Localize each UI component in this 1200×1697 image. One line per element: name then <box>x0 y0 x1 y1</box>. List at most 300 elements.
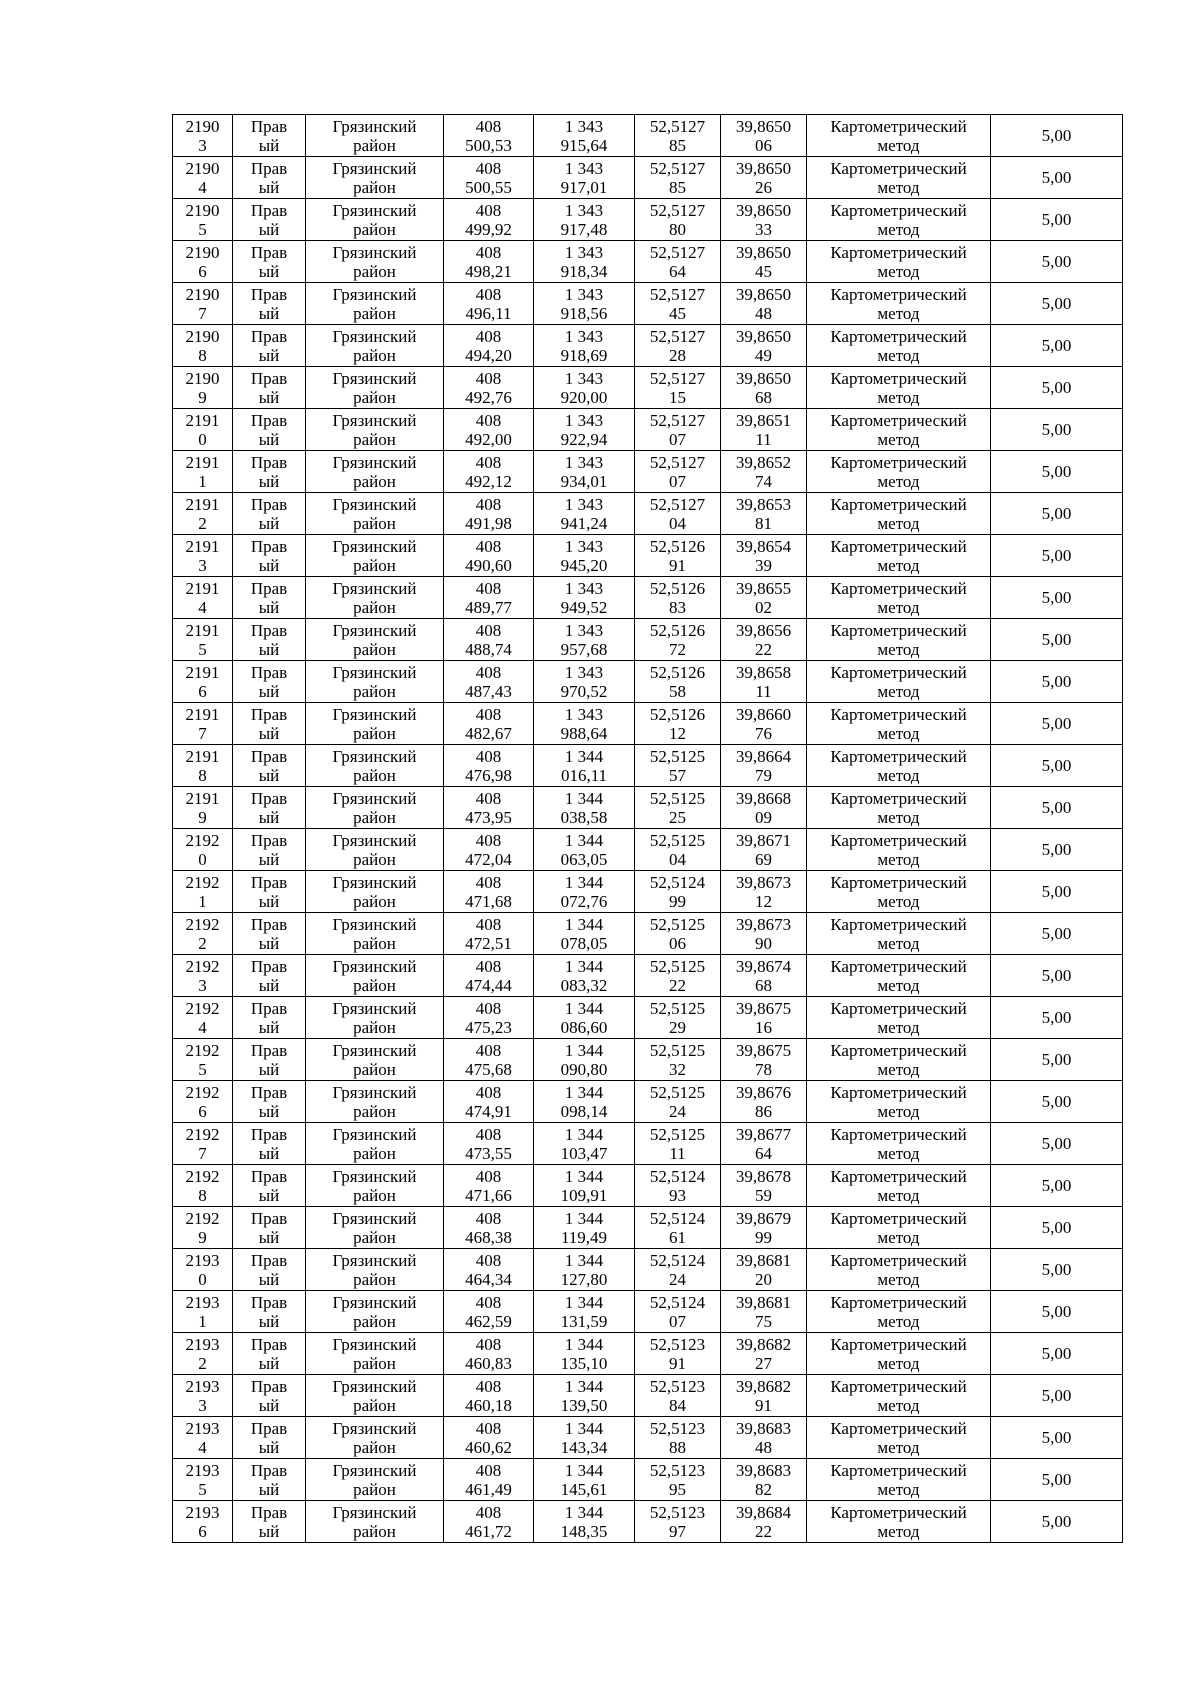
point-number-cell <box>173 1249 233 1291</box>
longitude-cell <box>721 1333 807 1375</box>
method-cell <box>807 1039 991 1081</box>
side-cell-text: Прав ый <box>250 494 288 533</box>
district-cell <box>306 1375 444 1417</box>
latitude-cell-text: 52,5127 07 <box>649 452 706 491</box>
longitude-cell-text: 39,8653 81 <box>735 494 792 533</box>
district-cell <box>306 409 444 451</box>
y-coordinate-cell <box>534 829 635 871</box>
x-coordinate-cell <box>444 1459 534 1501</box>
longitude-cell-text: 39,8650 45 <box>735 242 792 281</box>
y-coordinate-cell-text: 1 344 063,05 <box>560 830 608 869</box>
district-cell-text: Грязинский район <box>332 704 417 743</box>
method-cell <box>807 1459 991 1501</box>
district-cell <box>306 955 444 997</box>
x-coordinate-cell <box>444 1207 534 1249</box>
method-cell-text: Картометрический метод <box>830 704 967 743</box>
y-coordinate-cell-text: 1 343 915,64 <box>560 116 608 155</box>
x-coordinate-cell-text: 408 487,43 <box>465 662 512 701</box>
point-number-cell-text: 2190 5 <box>185 200 220 239</box>
x-coordinate-cell <box>444 241 534 283</box>
longitude-cell-text: 39,8681 20 <box>735 1250 792 1289</box>
side-cell-text: Прав ый <box>250 284 288 323</box>
x-coordinate-cell-text: 408 474,91 <box>465 1082 512 1121</box>
accuracy-cell <box>991 1039 1123 1081</box>
district-cell-text: Грязинский район <box>332 1082 417 1121</box>
x-coordinate-cell <box>444 703 534 745</box>
latitude-cell <box>635 1291 721 1333</box>
side-cell <box>233 829 306 871</box>
side-cell-text: Прав ый <box>250 200 288 239</box>
x-coordinate-cell <box>444 199 534 241</box>
x-coordinate-cell <box>444 1123 534 1165</box>
longitude-cell-text: 39,8658 11 <box>735 662 792 701</box>
side-cell-text: Прав ый <box>250 1040 288 1079</box>
side-cell <box>233 913 306 955</box>
latitude-cell <box>635 745 721 787</box>
side-cell-text: Прав ый <box>250 1250 288 1289</box>
point-number-cell-text: 2191 3 <box>185 536 220 575</box>
longitude-cell <box>721 1375 807 1417</box>
district-cell <box>306 367 444 409</box>
y-coordinate-cell-text: 1 344 038,58 <box>560 788 608 827</box>
latitude-cell-text: 52,5125 22 <box>649 956 706 995</box>
longitude-cell-text: 39,8654 39 <box>735 536 792 575</box>
point-number-cell <box>173 1459 233 1501</box>
y-coordinate-cell-text: 1 343 934,01 <box>560 452 608 491</box>
latitude-cell <box>635 661 721 703</box>
point-number-cell <box>173 1375 233 1417</box>
district-cell-text: Грязинский район <box>332 452 417 491</box>
accuracy-cell-text: 5,00 <box>1041 546 1072 565</box>
longitude-cell <box>721 1417 807 1459</box>
side-cell-text: Прав ый <box>250 1208 288 1247</box>
latitude-cell-text: 52,5124 24 <box>649 1250 706 1289</box>
longitude-cell-text: 39,8650 68 <box>735 368 792 407</box>
side-cell <box>233 1291 306 1333</box>
side-cell <box>233 535 306 577</box>
side-cell <box>233 1081 306 1123</box>
method-cell-text: Картометрический метод <box>830 1250 967 1289</box>
longitude-cell-text: 39,8655 02 <box>735 578 792 617</box>
y-coordinate-cell-text: 1 343 918,56 <box>560 284 608 323</box>
side-cell <box>233 1123 306 1165</box>
x-coordinate-cell <box>444 283 534 325</box>
longitude-cell-text: 39,8673 90 <box>735 914 792 953</box>
method-cell-text: Картометрический метод <box>830 998 967 1037</box>
latitude-cell-text: 52,5125 06 <box>649 914 706 953</box>
method-cell <box>807 829 991 871</box>
longitude-cell <box>721 241 807 283</box>
point-number-cell-text: 2190 4 <box>185 158 220 197</box>
x-coordinate-cell <box>444 535 534 577</box>
latitude-cell-text: 52,5127 07 <box>649 410 706 449</box>
y-coordinate-cell-text: 1 344 103,47 <box>560 1124 608 1163</box>
method-cell-text: Картометрический метод <box>830 914 967 953</box>
accuracy-cell <box>991 661 1123 703</box>
side-cell <box>233 997 306 1039</box>
accuracy-cell <box>991 115 1123 157</box>
side-cell <box>233 703 306 745</box>
latitude-cell-text: 52,5127 04 <box>649 494 706 533</box>
x-coordinate-cell <box>444 1291 534 1333</box>
district-cell <box>306 283 444 325</box>
district-cell-text: Грязинский район <box>332 1040 417 1079</box>
x-coordinate-cell-text: 408 492,00 <box>465 410 512 449</box>
longitude-cell-text: 39,8683 82 <box>735 1460 792 1499</box>
district-cell <box>306 787 444 829</box>
longitude-cell <box>721 283 807 325</box>
side-cell <box>233 1501 306 1543</box>
y-coordinate-cell <box>534 535 635 577</box>
latitude-cell-text: 52,5127 80 <box>649 200 706 239</box>
side-cell <box>233 367 306 409</box>
x-coordinate-cell-text: 408 490,60 <box>465 536 512 575</box>
district-cell <box>306 115 444 157</box>
method-cell <box>807 871 991 913</box>
table-row <box>173 577 1123 619</box>
accuracy-cell-text: 5,00 <box>1041 672 1072 691</box>
district-cell-text: Грязинский район <box>332 368 417 407</box>
point-number-cell-text: 2190 7 <box>185 284 220 323</box>
accuracy-cell <box>991 1291 1123 1333</box>
x-coordinate-cell-text: 408 498,21 <box>465 242 512 281</box>
point-number-cell <box>173 199 233 241</box>
latitude-cell-text: 52,5126 91 <box>649 536 706 575</box>
latitude-cell <box>635 1123 721 1165</box>
y-coordinate-cell <box>534 325 635 367</box>
point-number-cell <box>173 661 233 703</box>
accuracy-cell-text: 5,00 <box>1041 126 1072 145</box>
point-number-cell-text: 2191 9 <box>185 788 220 827</box>
table-row <box>173 1207 1123 1249</box>
method-cell-text: Картометрический метод <box>830 1376 967 1415</box>
district-cell-text: Грязинский район <box>332 1292 417 1331</box>
accuracy-cell <box>991 1333 1123 1375</box>
y-coordinate-cell-text: 1 344 109,91 <box>560 1166 608 1205</box>
accuracy-cell <box>991 787 1123 829</box>
y-coordinate-cell <box>534 367 635 409</box>
side-cell <box>233 283 306 325</box>
accuracy-cell-text: 5,00 <box>1041 1344 1072 1363</box>
point-number-cell-text: 2193 2 <box>185 1334 220 1373</box>
accuracy-cell-text: 5,00 <box>1041 504 1072 523</box>
method-cell-text: Картометрический метод <box>830 1208 967 1247</box>
accuracy-cell-text: 5,00 <box>1041 1218 1072 1237</box>
longitude-cell <box>721 199 807 241</box>
side-cell-text: Прав ый <box>250 1502 288 1541</box>
latitude-cell-text: 52,5125 32 <box>649 1040 706 1079</box>
accuracy-cell-text: 5,00 <box>1041 1302 1072 1321</box>
x-coordinate-cell-text: 408 464,34 <box>465 1250 512 1289</box>
side-cell-text: Прав ый <box>250 368 288 407</box>
point-number-cell-text: 2190 3 <box>185 116 220 155</box>
method-cell-text: Картометрический метод <box>830 1124 967 1163</box>
point-number-cell <box>173 577 233 619</box>
accuracy-cell <box>991 619 1123 661</box>
latitude-cell-text: 52,5126 83 <box>649 578 706 617</box>
district-cell <box>306 1165 444 1207</box>
longitude-cell-text: 39,8651 11 <box>735 410 792 449</box>
table-row <box>173 1249 1123 1291</box>
side-cell-text: Прав ый <box>250 788 288 827</box>
latitude-cell <box>635 1207 721 1249</box>
method-cell-text: Картометрический метод <box>830 452 967 491</box>
x-coordinate-cell-text: 408 472,04 <box>465 830 512 869</box>
method-cell-text: Картометрический метод <box>830 1502 967 1541</box>
accuracy-cell-text: 5,00 <box>1041 1176 1072 1195</box>
x-coordinate-cell <box>444 787 534 829</box>
district-cell-text: Грязинский район <box>332 1376 417 1415</box>
longitude-cell-text: 39,8674 68 <box>735 956 792 995</box>
district-cell <box>306 1081 444 1123</box>
district-cell <box>306 913 444 955</box>
longitude-cell-text: 39,8681 75 <box>735 1292 792 1331</box>
y-coordinate-cell-text: 1 343 957,68 <box>560 620 608 659</box>
x-coordinate-cell-text: 408 499,92 <box>465 200 512 239</box>
side-cell-text: Прав ый <box>250 1082 288 1121</box>
longitude-cell-text: 39,8675 78 <box>735 1040 792 1079</box>
longitude-cell <box>721 745 807 787</box>
method-cell-text: Картометрический метод <box>830 116 967 155</box>
side-cell-text: Прав ый <box>250 242 288 281</box>
point-number-cell <box>173 997 233 1039</box>
longitude-cell <box>721 787 807 829</box>
y-coordinate-cell <box>534 1165 635 1207</box>
x-coordinate-cell-text: 408 460,62 <box>465 1418 512 1457</box>
longitude-cell-text: 39,8678 59 <box>735 1166 792 1205</box>
point-number-cell-text: 2191 2 <box>185 494 220 533</box>
method-cell <box>807 1417 991 1459</box>
y-coordinate-cell-text: 1 343 920,00 <box>560 368 608 407</box>
latitude-cell-text: 52,5125 24 <box>649 1082 706 1121</box>
accuracy-cell-text: 5,00 <box>1041 714 1072 733</box>
y-coordinate-cell-text: 1 344 072,76 <box>560 872 608 911</box>
side-cell-text: Прав ый <box>250 956 288 995</box>
longitude-cell-text: 39,8650 26 <box>735 158 792 197</box>
district-cell <box>306 1291 444 1333</box>
longitude-cell <box>721 535 807 577</box>
latitude-cell-text: 52,5123 95 <box>649 1460 706 1499</box>
longitude-cell <box>721 1039 807 1081</box>
x-coordinate-cell <box>444 661 534 703</box>
y-coordinate-cell-text: 1 344 083,32 <box>560 956 608 995</box>
latitude-cell <box>635 157 721 199</box>
side-cell <box>233 199 306 241</box>
longitude-cell-text: 39,8660 76 <box>735 704 792 743</box>
longitude-cell-text: 39,8650 48 <box>735 284 792 323</box>
district-cell-text: Грязинский район <box>332 1208 417 1247</box>
latitude-cell <box>635 871 721 913</box>
x-coordinate-cell <box>444 577 534 619</box>
method-cell <box>807 325 991 367</box>
district-cell <box>306 1459 444 1501</box>
district-cell <box>306 1123 444 1165</box>
longitude-cell-text: 39,8677 64 <box>735 1124 792 1163</box>
latitude-cell <box>635 367 721 409</box>
x-coordinate-cell <box>444 451 534 493</box>
accuracy-cell-text: 5,00 <box>1041 924 1072 943</box>
point-number-cell-text: 2192 6 <box>185 1082 220 1121</box>
point-number-cell <box>173 367 233 409</box>
y-coordinate-cell-text: 1 344 131,59 <box>560 1292 608 1331</box>
district-cell-text: Грязинский район <box>332 620 417 659</box>
table-row <box>173 493 1123 535</box>
x-coordinate-cell-text: 408 496,11 <box>465 284 512 323</box>
y-coordinate-cell-text: 1 344 148,35 <box>560 1502 608 1541</box>
point-number-cell-text: 2191 5 <box>185 620 220 659</box>
table-row <box>173 871 1123 913</box>
y-coordinate-cell <box>534 241 635 283</box>
table-row <box>173 1123 1123 1165</box>
method-cell <box>807 703 991 745</box>
latitude-cell-text: 52,5127 85 <box>649 116 706 155</box>
method-cell <box>807 1123 991 1165</box>
y-coordinate-cell <box>534 703 635 745</box>
latitude-cell <box>635 115 721 157</box>
accuracy-cell <box>991 493 1123 535</box>
method-cell-text: Картометрический метод <box>830 830 967 869</box>
district-cell-text: Грязинский район <box>332 788 417 827</box>
accuracy-cell-text: 5,00 <box>1041 1092 1072 1111</box>
x-coordinate-cell-text: 408 461,72 <box>465 1502 512 1541</box>
accuracy-cell-text: 5,00 <box>1041 336 1072 355</box>
x-coordinate-cell-text: 408 491,98 <box>465 494 512 533</box>
longitude-cell-text: 39,8675 16 <box>735 998 792 1037</box>
x-coordinate-cell <box>444 619 534 661</box>
point-number-cell-text: 2190 6 <box>185 242 220 281</box>
side-cell <box>233 115 306 157</box>
y-coordinate-cell <box>534 1207 635 1249</box>
method-cell <box>807 493 991 535</box>
method-cell-text: Картометрический метод <box>830 536 967 575</box>
accuracy-cell-text: 5,00 <box>1041 378 1072 397</box>
accuracy-cell-text: 5,00 <box>1041 420 1072 439</box>
latitude-cell-text: 52,5124 99 <box>649 872 706 911</box>
longitude-cell <box>721 619 807 661</box>
accuracy-cell-text: 5,00 <box>1041 1428 1072 1447</box>
accuracy-cell-text: 5,00 <box>1041 294 1072 313</box>
longitude-cell-text: 39,8664 79 <box>735 746 792 785</box>
x-coordinate-cell <box>444 1501 534 1543</box>
x-coordinate-cell-text: 408 489,77 <box>465 578 512 617</box>
method-cell-text: Картометрический метод <box>830 494 967 533</box>
district-cell-text: Грязинский район <box>332 746 417 785</box>
latitude-cell <box>635 829 721 871</box>
y-coordinate-cell <box>534 787 635 829</box>
table-row <box>173 955 1123 997</box>
x-coordinate-cell <box>444 1081 534 1123</box>
x-coordinate-cell <box>444 115 534 157</box>
district-cell-text: Грязинский район <box>332 200 417 239</box>
table-row <box>173 619 1123 661</box>
accuracy-cell <box>991 1123 1123 1165</box>
longitude-cell-text: 39,8682 27 <box>735 1334 792 1373</box>
latitude-cell <box>635 619 721 661</box>
accuracy-cell-text: 5,00 <box>1041 1134 1072 1153</box>
y-coordinate-cell-text: 1 344 127,80 <box>560 1250 608 1289</box>
x-coordinate-cell-text: 408 492,12 <box>465 452 512 491</box>
latitude-cell-text: 52,5125 04 <box>649 830 706 869</box>
accuracy-cell-text: 5,00 <box>1041 630 1072 649</box>
latitude-cell <box>635 199 721 241</box>
district-cell <box>306 493 444 535</box>
accuracy-cell <box>991 871 1123 913</box>
method-cell <box>807 913 991 955</box>
table-row <box>173 367 1123 409</box>
district-cell <box>306 1207 444 1249</box>
latitude-cell <box>635 535 721 577</box>
accuracy-cell-text: 5,00 <box>1041 1386 1072 1405</box>
x-coordinate-cell <box>444 1417 534 1459</box>
point-number-cell <box>173 325 233 367</box>
side-cell <box>233 241 306 283</box>
method-cell-text: Картометрический метод <box>830 158 967 197</box>
accuracy-cell <box>991 829 1123 871</box>
accuracy-cell-text: 5,00 <box>1041 1008 1072 1027</box>
table-row <box>173 997 1123 1039</box>
latitude-cell <box>635 1459 721 1501</box>
y-coordinate-cell-text: 1 343 970,52 <box>560 662 608 701</box>
longitude-cell <box>721 493 807 535</box>
accuracy-cell-text: 5,00 <box>1041 210 1072 229</box>
y-coordinate-cell-text: 1 343 918,34 <box>560 242 608 281</box>
x-coordinate-cell-text: 408 473,55 <box>465 1124 512 1163</box>
longitude-cell <box>721 955 807 997</box>
y-coordinate-cell <box>534 1291 635 1333</box>
point-number-cell-text: 2192 1 <box>185 872 220 911</box>
district-cell-text: Грязинский район <box>332 1124 417 1163</box>
accuracy-cell <box>991 1249 1123 1291</box>
point-number-cell-text: 2192 2 <box>185 914 220 953</box>
latitude-cell-text: 52,5127 85 <box>649 158 706 197</box>
point-number-cell <box>173 745 233 787</box>
accuracy-cell <box>991 325 1123 367</box>
longitude-cell-text: 39,8668 09 <box>735 788 792 827</box>
accuracy-cell <box>991 283 1123 325</box>
x-coordinate-cell-text: 408 475,23 <box>465 998 512 1037</box>
longitude-cell-text: 39,8650 49 <box>735 326 792 365</box>
district-cell <box>306 199 444 241</box>
longitude-cell <box>721 829 807 871</box>
side-cell <box>233 1207 306 1249</box>
longitude-cell-text: 39,8656 22 <box>735 620 792 659</box>
method-cell <box>807 157 991 199</box>
x-coordinate-cell <box>444 997 534 1039</box>
accuracy-cell-text: 5,00 <box>1041 168 1072 187</box>
table-row <box>173 829 1123 871</box>
side-cell <box>233 1249 306 1291</box>
accuracy-cell-text: 5,00 <box>1041 1260 1072 1279</box>
y-coordinate-cell <box>534 1459 635 1501</box>
point-number-cell-text: 2191 0 <box>185 410 220 449</box>
latitude-cell <box>635 955 721 997</box>
longitude-cell <box>721 913 807 955</box>
district-cell <box>306 325 444 367</box>
method-cell-text: Картометрический метод <box>830 1040 967 1079</box>
method-cell <box>807 115 991 157</box>
method-cell <box>807 577 991 619</box>
table-row <box>173 451 1123 493</box>
point-number-cell-text: 2190 9 <box>185 368 220 407</box>
x-coordinate-cell-text: 408 488,74 <box>465 620 512 659</box>
district-cell-text: Грязинский район <box>332 536 417 575</box>
latitude-cell-text: 52,5123 91 <box>649 1334 706 1373</box>
side-cell <box>233 871 306 913</box>
accuracy-cell <box>991 1165 1123 1207</box>
table-row <box>173 1501 1123 1543</box>
latitude-cell <box>635 1333 721 1375</box>
latitude-cell-text: 52,5123 88 <box>649 1418 706 1457</box>
